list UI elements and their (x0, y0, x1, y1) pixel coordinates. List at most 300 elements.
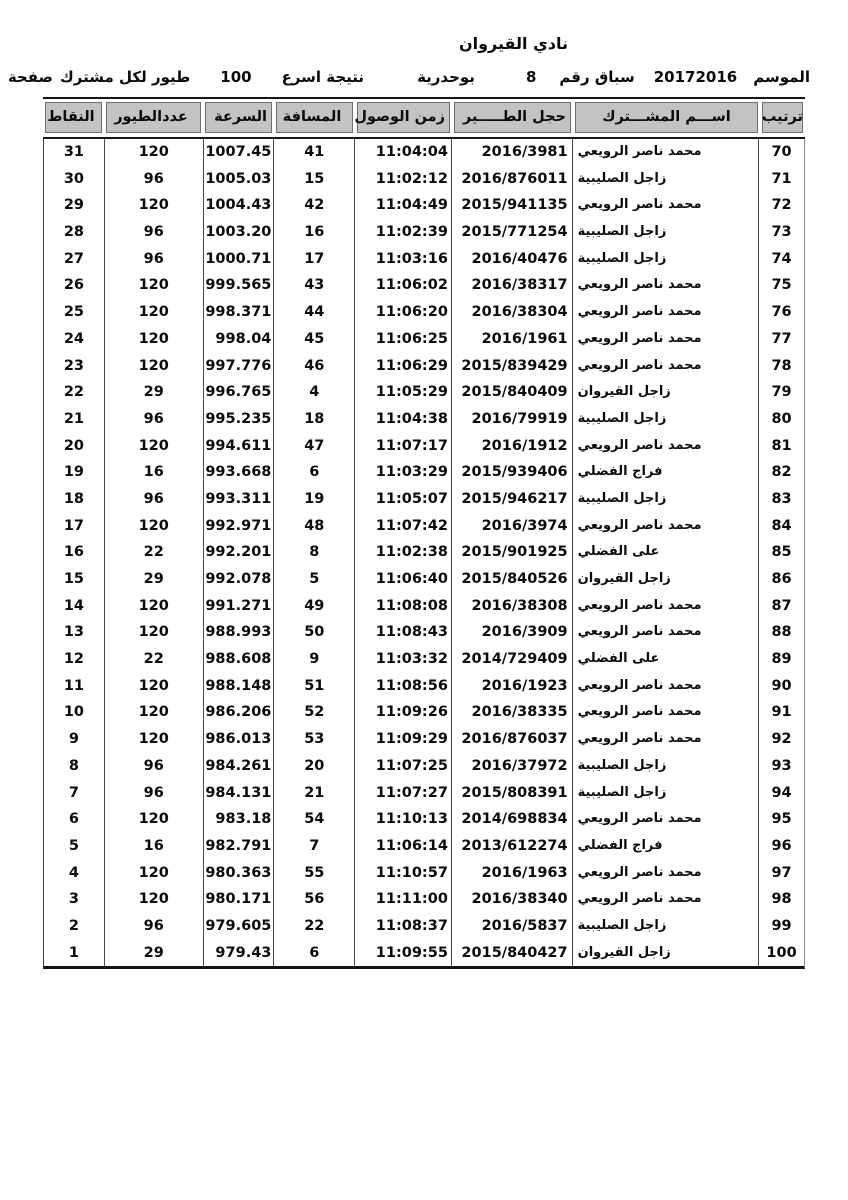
cell-rank: 92 (771, 731, 792, 748)
result-count: 100 (220, 68, 252, 86)
race-info-bar (0, 64, 848, 90)
cell-points: 8 (44, 753, 105, 780)
cell-name: زاجل القيروان (573, 566, 760, 593)
cell-time: 11:10:57 (355, 860, 452, 887)
cell-ring: 2016/38317 (452, 272, 573, 299)
cell-birds: 120 (105, 326, 204, 353)
cell-name: فراج الفضلي (573, 459, 760, 486)
cell-birds: 120 (105, 272, 204, 299)
cell-distance: 56 (274, 886, 355, 913)
cell-points: 11 (44, 673, 105, 700)
cell-time: 11:03:16 (355, 246, 452, 273)
cell-points: 25 (44, 299, 105, 326)
race-number-label: سباق رقم (559, 68, 635, 86)
cell-ring: 2016/3909 (452, 619, 573, 646)
cell-ring: 2016/1923 (452, 673, 573, 700)
table-row (44, 753, 804, 780)
cell-birds: 120 (105, 860, 204, 887)
cell-rank: 88 (771, 624, 792, 641)
cell-rank: 77 (771, 330, 792, 347)
cell-distance: 6 (274, 459, 355, 486)
header-time: زمن الوصول (355, 100, 452, 135)
cell-points: 30 (44, 166, 105, 193)
cell-distance: 17 (274, 246, 355, 273)
cell-name: محمد ناصر الرويعي (573, 619, 760, 646)
cell-birds: 22 (105, 539, 204, 566)
cell-time: 11:10:13 (355, 806, 452, 833)
cell-distance: 53 (274, 726, 355, 753)
cell-distance: 51 (274, 673, 355, 700)
table-row (44, 433, 804, 460)
cell-points: 18 (44, 486, 105, 513)
cell-birds: 96 (105, 753, 204, 780)
cell-speed: 996.765 (204, 379, 275, 406)
cell-name: زاجل الصليبية (573, 219, 760, 246)
table-row (44, 299, 804, 326)
cell-rank: 76 (771, 304, 792, 321)
cell-distance: 19 (274, 486, 355, 513)
cell-speed: 995.235 (204, 406, 275, 433)
cell-name: زاجل الصليبية (573, 246, 760, 273)
cell-rank: 93 (771, 757, 792, 774)
table-header-row (43, 97, 805, 139)
season-label: الموسم (753, 68, 810, 86)
cell-birds: 120 (105, 192, 204, 219)
table-row (44, 459, 804, 486)
cell-time: 11:04:04 (355, 139, 452, 166)
table-row (44, 699, 804, 726)
cell-name: محمد ناصر الرويعي (573, 299, 760, 326)
cell-time: 11:05:07 (355, 486, 452, 513)
cell-speed: 984.131 (204, 780, 275, 807)
cell-name: زاجل الصليبية (573, 913, 760, 940)
cell-speed: 988.148 (204, 673, 275, 700)
cell-speed: 994.611 (204, 433, 275, 460)
cell-rank: 96 (771, 837, 792, 854)
cell-distance: 22 (274, 913, 355, 940)
table-row (44, 593, 804, 620)
cell-name: زاجل القيروان (573, 379, 760, 406)
cell-name: فراج الفضلي (573, 833, 760, 860)
cell-speed: 980.363 (204, 860, 275, 887)
table-row (44, 806, 804, 833)
cell-distance: 44 (274, 299, 355, 326)
cell-name: محمد ناصر الرويعي (573, 860, 760, 887)
table-row (44, 166, 804, 193)
cell-distance: 47 (274, 433, 355, 460)
cell-distance: 8 (274, 539, 355, 566)
cell-name: محمد ناصر الرويعي (573, 806, 760, 833)
table-row (44, 246, 804, 273)
cell-ring: 2015/840526 (452, 566, 573, 593)
cell-time: 11:05:29 (355, 379, 452, 406)
cell-distance: 4 (274, 379, 355, 406)
cell-time: 11:08:56 (355, 673, 452, 700)
cell-distance: 18 (274, 406, 355, 433)
table-row (44, 379, 804, 406)
cell-distance: 43 (274, 272, 355, 299)
cell-distance: 9 (274, 646, 355, 673)
cell-time: 11:08:43 (355, 619, 452, 646)
cell-ring: 2015/901925 (452, 539, 573, 566)
cell-speed: 986.206 (204, 699, 275, 726)
cell-points: 14 (44, 593, 105, 620)
cell-rank: 75 (771, 277, 792, 294)
cell-points: 19 (44, 459, 105, 486)
cell-birds: 120 (105, 699, 204, 726)
cell-distance: 5 (274, 566, 355, 593)
cell-time: 11:07:27 (355, 780, 452, 807)
table-row (44, 486, 804, 513)
cell-name: زاجل الصليبية (573, 486, 760, 513)
cell-points: 7 (44, 780, 105, 807)
cell-speed: 992.078 (204, 566, 275, 593)
cell-ring: 2016/40476 (452, 246, 573, 273)
cell-rank: 97 (771, 864, 792, 881)
cell-speed: 991.271 (204, 593, 275, 620)
cell-ring: 2016/3974 (452, 513, 573, 540)
table-row (44, 566, 804, 593)
cell-name: محمد ناصر الرويعي (573, 272, 760, 299)
cell-time: 11:06:40 (355, 566, 452, 593)
cell-points: 17 (44, 513, 105, 540)
cell-time: 11:02:12 (355, 166, 452, 193)
cell-speed: 1003.20 (204, 219, 275, 246)
cell-ring: 2016/1912 (452, 433, 573, 460)
cell-rank: 83 (771, 490, 792, 507)
cell-rank: 98 (771, 891, 792, 908)
cell-distance: 6 (274, 940, 355, 967)
cell-rank: 70 (771, 144, 792, 160)
cell-distance: 49 (274, 593, 355, 620)
cell-birds: 120 (105, 513, 204, 540)
cell-rank: 84 (771, 517, 792, 534)
table-row (44, 272, 804, 299)
cell-points: 26 (44, 272, 105, 299)
cell-time: 11:08:37 (355, 913, 452, 940)
cell-birds: 96 (105, 486, 204, 513)
header-speed: السرعة (203, 100, 274, 135)
cell-name: محمد ناصر الرويعي (573, 673, 760, 700)
cell-name: محمد ناصر الرويعي (573, 326, 760, 353)
cell-birds: 120 (105, 593, 204, 620)
cell-speed: 997.776 (204, 353, 275, 380)
cell-time: 11:07:25 (355, 753, 452, 780)
cell-birds: 120 (105, 139, 204, 166)
cell-birds: 96 (105, 219, 204, 246)
table-row (44, 619, 804, 646)
cell-speed: 993.668 (204, 459, 275, 486)
cell-speed: 1007.45 (204, 139, 275, 166)
cell-distance: 52 (274, 699, 355, 726)
cell-speed: 998.04 (204, 326, 275, 353)
cell-ring: 2016/79919 (452, 406, 573, 433)
cell-time: 11:06:25 (355, 326, 452, 353)
cell-rank: 71 (771, 170, 792, 187)
result-suffix: طيور لكل مشترك (60, 68, 191, 86)
cell-name: محمد ناصر الرويعي (573, 353, 760, 380)
header-rank: ترتيب (760, 100, 805, 135)
cell-name: زاجل الصليبية (573, 780, 760, 807)
cell-time: 11:11:00 (355, 886, 452, 913)
cell-rank: 100 (766, 944, 797, 961)
cell-speed: 1004.43 (204, 192, 275, 219)
cell-time: 11:02:38 (355, 539, 452, 566)
cell-time: 11:06:14 (355, 833, 452, 860)
cell-birds: 120 (105, 433, 204, 460)
cell-birds: 29 (105, 940, 204, 967)
table-row (44, 860, 804, 887)
cell-birds: 96 (105, 780, 204, 807)
table-row (44, 833, 804, 860)
cell-birds: 29 (105, 566, 204, 593)
cell-distance: 20 (274, 753, 355, 780)
cell-speed: 982.791 (204, 833, 275, 860)
cell-rank: 82 (771, 464, 792, 481)
cell-ring: 2015/941135 (452, 192, 573, 219)
cell-ring: 2016/3981 (452, 139, 573, 166)
cell-birds: 29 (105, 379, 204, 406)
cell-ring: 2014/729409 (452, 646, 573, 673)
cell-ring: 2015/939406 (452, 459, 573, 486)
cell-speed: 988.993 (204, 619, 275, 646)
cell-name: على الفضلي (573, 539, 760, 566)
cell-rank: 95 (771, 811, 792, 828)
cell-name: محمد ناصر الرويعي (573, 699, 760, 726)
cell-distance: 45 (274, 326, 355, 353)
cell-rank: 73 (771, 224, 792, 241)
cell-birds: 96 (105, 246, 204, 273)
cell-birds: 120 (105, 353, 204, 380)
cell-distance: 42 (274, 192, 355, 219)
cell-ring: 2015/840409 (452, 379, 573, 406)
cell-ring: 2016/876037 (452, 726, 573, 753)
cell-speed: 1005.03 (204, 166, 275, 193)
cell-ring: 2016/1963 (452, 860, 573, 887)
cell-ring: 2016/38304 (452, 299, 573, 326)
cell-ring: 2016/37972 (452, 753, 573, 780)
cell-time: 11:03:29 (355, 459, 452, 486)
cell-points: 15 (44, 566, 105, 593)
table-body (43, 139, 805, 969)
cell-birds: 16 (105, 833, 204, 860)
cell-points: 23 (44, 353, 105, 380)
table-row (44, 139, 804, 166)
cell-speed: 998.371 (204, 299, 275, 326)
table-row (44, 406, 804, 433)
cell-distance: 55 (274, 860, 355, 887)
cell-birds: 120 (105, 806, 204, 833)
table-row (44, 913, 804, 940)
cell-speed: 992.201 (204, 539, 275, 566)
cell-ring: 2014/698834 (452, 806, 573, 833)
cell-rank: 72 (771, 197, 792, 214)
cell-rank: 89 (771, 651, 792, 668)
table-row (44, 726, 804, 753)
cell-time: 11:04:49 (355, 192, 452, 219)
cell-time: 11:07:17 (355, 433, 452, 460)
cell-birds: 120 (105, 673, 204, 700)
cell-birds: 96 (105, 166, 204, 193)
cell-distance: 7 (274, 833, 355, 860)
cell-points: 31 (44, 139, 105, 166)
table-row (44, 780, 804, 807)
cell-birds: 120 (105, 619, 204, 646)
cell-time: 11:04:38 (355, 406, 452, 433)
cell-name: محمد ناصر الرويعي (573, 726, 760, 753)
cell-time: 11:09:29 (355, 726, 452, 753)
cell-ring: 2015/946217 (452, 486, 573, 513)
cell-rank: 74 (771, 250, 792, 267)
cell-speed: 986.013 (204, 726, 275, 753)
cell-name: زاجل الصليبية (573, 753, 760, 780)
page-label: صفحة (7, 68, 54, 86)
race-number-value: 8 (525, 68, 537, 86)
cell-points: 22 (44, 379, 105, 406)
cell-rank: 81 (771, 437, 792, 454)
cell-points: 12 (44, 646, 105, 673)
cell-time: 11:09:55 (355, 940, 452, 967)
cell-distance: 16 (274, 219, 355, 246)
cell-time: 11:02:39 (355, 219, 452, 246)
cell-rank: 78 (771, 357, 792, 374)
cell-name: محمد ناصر الرويعي (573, 192, 760, 219)
cell-ring: 2015/771254 (452, 219, 573, 246)
header-name: اســـم المشـــترك (573, 100, 760, 135)
season-value: 20172016 (653, 68, 738, 86)
table-row (44, 940, 804, 967)
cell-speed: 992.971 (204, 513, 275, 540)
cell-distance: 54 (274, 806, 355, 833)
cell-points: 28 (44, 219, 105, 246)
cell-rank: 94 (771, 784, 792, 801)
cell-ring: 2016/38340 (452, 886, 573, 913)
header-birds: عددالطيور (104, 100, 203, 135)
cell-points: 3 (44, 886, 105, 913)
cell-name: زاجل القيروان (573, 940, 760, 967)
cell-distance: 50 (274, 619, 355, 646)
table-row (44, 219, 804, 246)
table-row (44, 539, 804, 566)
cell-name: محمد ناصر الرويعي (573, 513, 760, 540)
cell-ring: 2016/38308 (452, 593, 573, 620)
cell-points: 21 (44, 406, 105, 433)
cell-birds: 96 (105, 406, 204, 433)
cell-speed: 1000.71 (204, 246, 275, 273)
cell-distance: 41 (274, 139, 355, 166)
cell-time: 11:08:08 (355, 593, 452, 620)
cell-points: 27 (44, 246, 105, 273)
cell-name: زاجل الصليبية (573, 406, 760, 433)
cell-speed: 984.261 (204, 753, 275, 780)
cell-time: 11:06:29 (355, 353, 452, 380)
cell-points: 2 (44, 913, 105, 940)
cell-points: 6 (44, 806, 105, 833)
cell-distance: 15 (274, 166, 355, 193)
club-title: نادي القيروان (458, 34, 568, 53)
race-location: بوحدرية (417, 68, 475, 86)
cell-rank: 99 (771, 917, 792, 934)
cell-rank: 90 (771, 677, 792, 694)
cell-time: 11:03:32 (355, 646, 452, 673)
cell-rank: 86 (771, 571, 792, 587)
cell-ring: 2016/1961 (452, 326, 573, 353)
cell-points: 9 (44, 726, 105, 753)
cell-time: 11:07:42 (355, 513, 452, 540)
cell-ring: 2016/5837 (452, 913, 573, 940)
table-row (44, 326, 804, 353)
table-row (44, 886, 804, 913)
cell-points: 13 (44, 619, 105, 646)
page-number (0, 68, 1, 86)
cell-points: 29 (44, 192, 105, 219)
cell-points: 16 (44, 539, 105, 566)
cell-birds: 16 (105, 459, 204, 486)
cell-ring: 2013/612274 (452, 833, 573, 860)
cell-time: 11:06:20 (355, 299, 452, 326)
cell-ring: 2015/840427 (452, 940, 573, 967)
cell-name: محمد ناصر الرويعي (573, 433, 760, 460)
cell-speed: 983.18 (204, 806, 275, 833)
cell-birds: 120 (105, 886, 204, 913)
cell-speed: 979.43 (204, 940, 275, 967)
cell-speed: 999.565 (204, 272, 275, 299)
cell-speed: 979.605 (204, 913, 275, 940)
cell-ring: 2016/876011 (452, 166, 573, 193)
cell-distance: 46 (274, 353, 355, 380)
cell-points: 5 (44, 833, 105, 860)
cell-speed: 993.311 (204, 486, 275, 513)
table-row (44, 192, 804, 219)
cell-speed: 980.171 (204, 886, 275, 913)
cell-distance: 48 (274, 513, 355, 540)
cell-rank: 85 (771, 544, 792, 561)
cell-speed: 988.608 (204, 646, 275, 673)
cell-rank: 87 (771, 597, 792, 614)
table-row (44, 646, 804, 673)
cell-name: زاجل الصليبية (573, 166, 760, 193)
cell-points: 1 (44, 940, 105, 967)
results-table (43, 97, 805, 969)
cell-points: 4 (44, 860, 105, 887)
table-row (44, 513, 804, 540)
cell-name: محمد ناصر الرويعي (573, 593, 760, 620)
cell-name: محمد ناصر الرويعي (573, 139, 760, 166)
cell-points: 24 (44, 326, 105, 353)
cell-birds: 22 (105, 646, 204, 673)
cell-ring: 2016/38335 (452, 699, 573, 726)
cell-ring: 2015/839429 (452, 353, 573, 380)
cell-points: 10 (44, 699, 105, 726)
cell-rank: 91 (771, 704, 792, 721)
table-row (44, 353, 804, 380)
cell-rank: 80 (771, 410, 792, 427)
header-distance: المسافة (274, 100, 355, 135)
cell-rank: 79 (771, 384, 792, 401)
cell-time: 11:06:02 (355, 272, 452, 299)
cell-distance: 21 (274, 780, 355, 807)
cell-time: 11:09:26 (355, 699, 452, 726)
cell-name: على الفضلي (573, 646, 760, 673)
header-ring: حجل الطـــــير (452, 100, 573, 135)
header-points: النقاط (43, 100, 104, 135)
cell-birds: 120 (105, 299, 204, 326)
cell-name: محمد ناصر الرويعي (573, 886, 760, 913)
cell-ring: 2015/808391 (452, 780, 573, 807)
cell-points: 20 (44, 433, 105, 460)
table-row (44, 673, 804, 700)
result-label: نتيجة اسرع (281, 68, 365, 86)
